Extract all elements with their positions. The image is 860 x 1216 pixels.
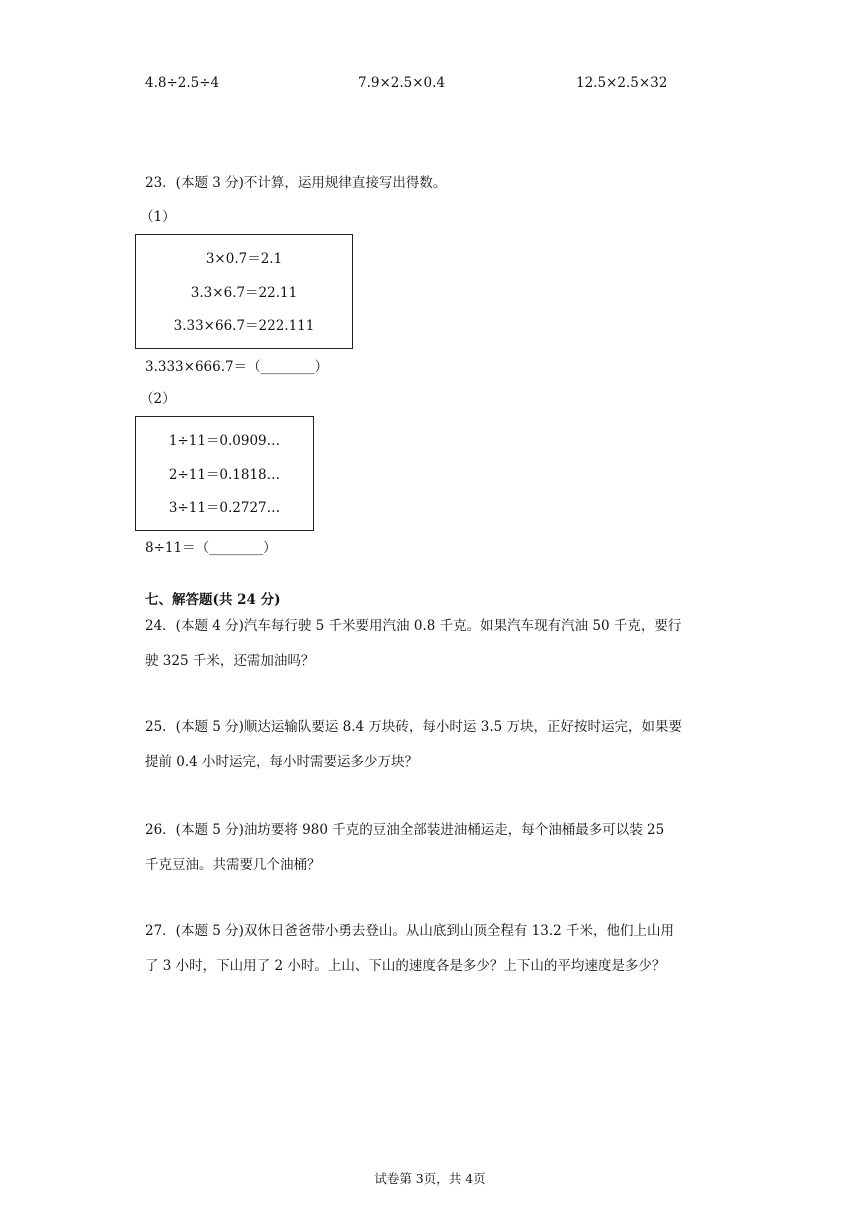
- question-26-line-2: 千克豆油。共需要几个油桶？: [145, 857, 321, 873]
- question-26-line-1: 26．(本题 5 分)油坊要将 980 千克的豆油全部装进油桶运走，每个油桶最多可以装 25: [145, 822, 665, 838]
- question-24-line-2: 驶 325 千米，还需加油吗？: [145, 653, 315, 669]
- pattern-row: 1÷11＝0.0909…: [168, 433, 281, 449]
- pattern-row: 3×0.7＝2.1: [205, 251, 283, 267]
- part-2-question: 8÷11＝（________）: [145, 540, 277, 556]
- question-25-line-1: 25．(本题 5 分)顺达运输队要运 8.4 万块砖，每小时运 3.5 万块，正好按时运完，如果要: [145, 719, 682, 735]
- pattern-box-1: [135, 234, 353, 349]
- section-7-title: 七、解答题(共 24 分): [145, 592, 281, 608]
- pattern-row: 3.3×6.7＝22.11: [190, 285, 298, 301]
- pattern-row: 2÷11＝0.1818…: [168, 467, 281, 483]
- part-1-question: 3.333×666.7＝（________）: [145, 359, 329, 375]
- pattern-row: 3.33×66.7＝222.111: [173, 318, 315, 334]
- part-1-label: （1）: [140, 209, 176, 225]
- page-footer: 试卷第 3页，共 4页: [374, 1171, 486, 1186]
- question-27-line-2: 了 3 小时，下山用了 2 小时。上山、下山的速度各是多少？上下山的平均速度是多少？: [145, 958, 666, 974]
- question-24-line-1: 24．(本题 4 分)汽车每行驶 5 千米要用汽油 0.8 千克。如果汽车现有汽油 50 千克，要行: [145, 618, 682, 634]
- pattern-box-2: [135, 416, 314, 531]
- expression-3: 12.5×2.5×32: [576, 75, 668, 91]
- question-27-line-1: 27．(本题 5 分)双休日爸爸带小勇去登山。从山底到山顶全程有 13.2 千米，他们上山用: [145, 923, 675, 939]
- part-2-label: （2）: [140, 391, 176, 407]
- pattern-row: 3÷11＝0.2727…: [168, 500, 281, 516]
- expression-1: 4.8÷2.5÷4: [145, 75, 220, 91]
- question-23-title: 23．(本题 3 分)不计算，运用规律直接写出得数。: [145, 175, 447, 191]
- question-25-line-2: 提前 0.4 小时运完，每小时需要运多少万块？: [145, 754, 419, 770]
- expression-2: 7.9×2.5×0.4: [358, 75, 446, 91]
